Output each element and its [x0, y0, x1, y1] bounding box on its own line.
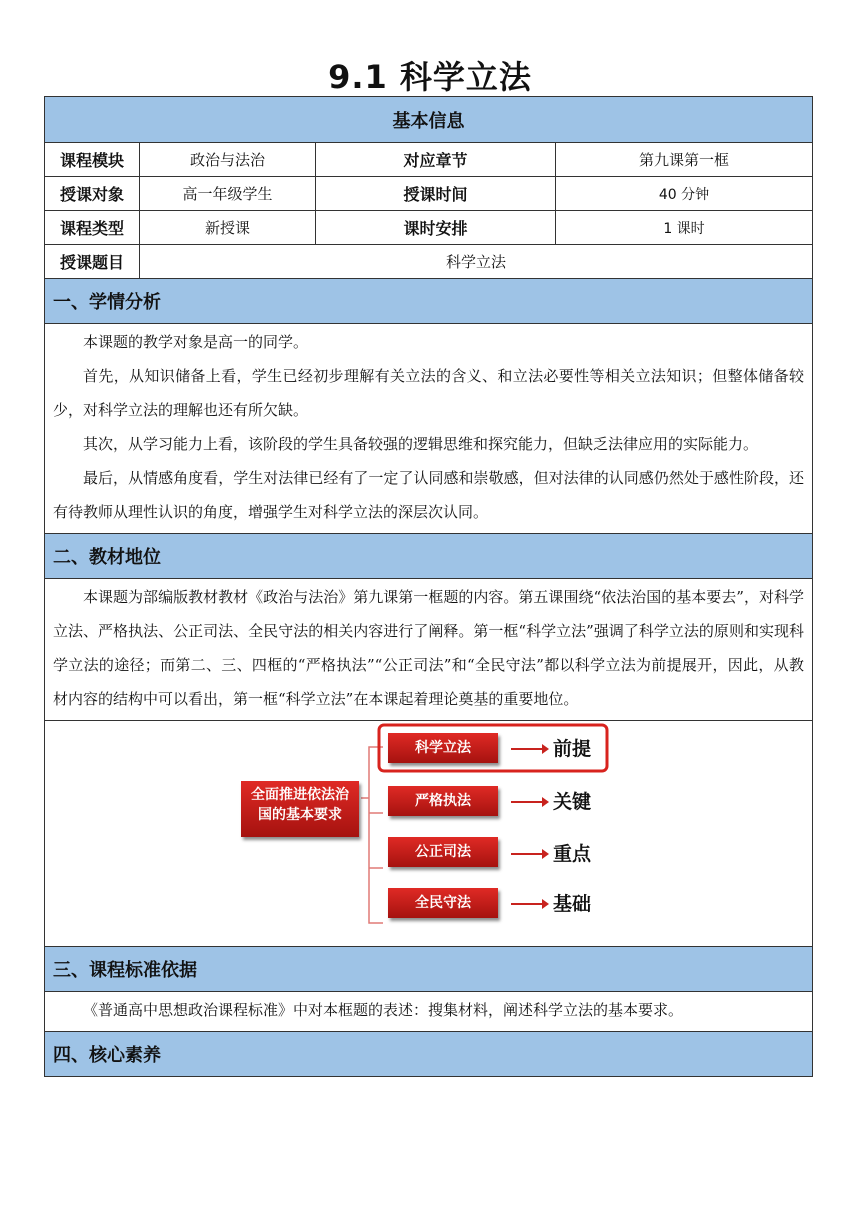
info-row [45, 143, 813, 177]
arrow-icon [511, 801, 543, 803]
course-module-value: 政治与法治 [140, 143, 316, 177]
schedule-value: 1 课时 [556, 211, 813, 245]
diagram-item-tag: 重点 [553, 843, 592, 865]
arrow-icon [511, 903, 543, 905]
paragraph: 《普通高中思想政治课程标准》中对本框题的表述：搜集材料，阐述科学立法的基本要求。 [83, 1001, 684, 1019]
audience-value: 高一年级学生 [140, 177, 316, 211]
diagram-item-box: 全民守法 [388, 888, 498, 918]
course-type-label: 课程类型 [45, 211, 140, 245]
diagram-item-tag: 关键 [553, 791, 592, 813]
arrow-icon [511, 748, 543, 750]
section-heading-standards: 三、课程标准依据 [45, 947, 813, 992]
topic-value: 科学立法 [140, 245, 813, 279]
paragraph: 最后，从情感角度看，学生对法律已经有了一定了认同感和崇敬感，但对法律的认同感仍然处于感性阶段，还有待教师从理性认识的角度，增强学生对科学立法的深层次认同。 [53, 469, 804, 521]
topic-label: 授课题目 [45, 245, 140, 279]
section-heading-textbook: 二、教材地位 [45, 534, 813, 579]
schedule-label: 课时安排 [316, 211, 556, 245]
info-row [45, 211, 813, 245]
audience-label: 授课对象 [45, 177, 140, 211]
paragraph: 本课题为部编版教材教材《政治与法治》第九课第一框题的内容。第五课围绕“依法治国的基本要去”，对科学立法、严格执法、公正司法、全民守法的相关内容进行了阐释。第一框“科学立法”强调了科学立法的原则和实现科学立法的途径；而第二、三、四框的“严格执法”“公正司法”和“全民守法”都以科学立法为前提展开，因此，从教材内容的结构中可以看出，第一框“科学立法”在本课起着理论奠基的重要地位。 [53, 588, 804, 708]
duration-value: 40 分钟 [556, 177, 813, 211]
analysis-content [45, 324, 813, 534]
concept-diagram [233, 723, 663, 943]
course-type-value: 新授课 [140, 211, 316, 245]
chapter-value: 第九课第一框 [556, 143, 813, 177]
paragraph: 首先，从知识储备上看，学生已经初步理解有关立法的含义、和立法必要性等相关立法知识；但整体储备较少，对科学立法的理解也还有所欠缺。 [53, 367, 804, 419]
basic-info-header: 基本信息 [45, 97, 813, 143]
root-box: 全面推进依法治国的基本要求 [241, 781, 359, 837]
page-title: 9.1 科学立法 [328, 58, 532, 96]
standards-content [45, 992, 813, 1032]
diagram-item-box: 严格执法 [388, 786, 498, 816]
info-row [45, 177, 813, 211]
duration-label: 授课时间 [316, 177, 556, 211]
diagram-item-tag: 基础 [553, 893, 592, 915]
paragraph: 本课题的教学对象是高一的同学。 [83, 333, 309, 351]
section-heading-core-literacy: 四、核心素养 [45, 1032, 813, 1077]
paragraph: 其次，从学习能力上看，该阶段的学生具备较强的逻辑思维和探究能力，但缺乏法律应用的实际能力。 [83, 435, 759, 453]
course-module-label: 课程模块 [45, 143, 140, 177]
info-row [45, 245, 813, 279]
arrow-icon [511, 853, 543, 855]
diagram-item-tag: 前提 [553, 738, 592, 760]
diagram-item-box: 科学立法 [388, 733, 498, 763]
chapter-label: 对应章节 [316, 143, 556, 177]
lesson-plan-table [44, 96, 813, 1077]
diagram-cell [45, 721, 813, 947]
section-heading-analysis: 一、学情分析 [45, 279, 813, 324]
textbook-content [45, 579, 813, 721]
diagram-item-box: 公正司法 [388, 837, 498, 867]
